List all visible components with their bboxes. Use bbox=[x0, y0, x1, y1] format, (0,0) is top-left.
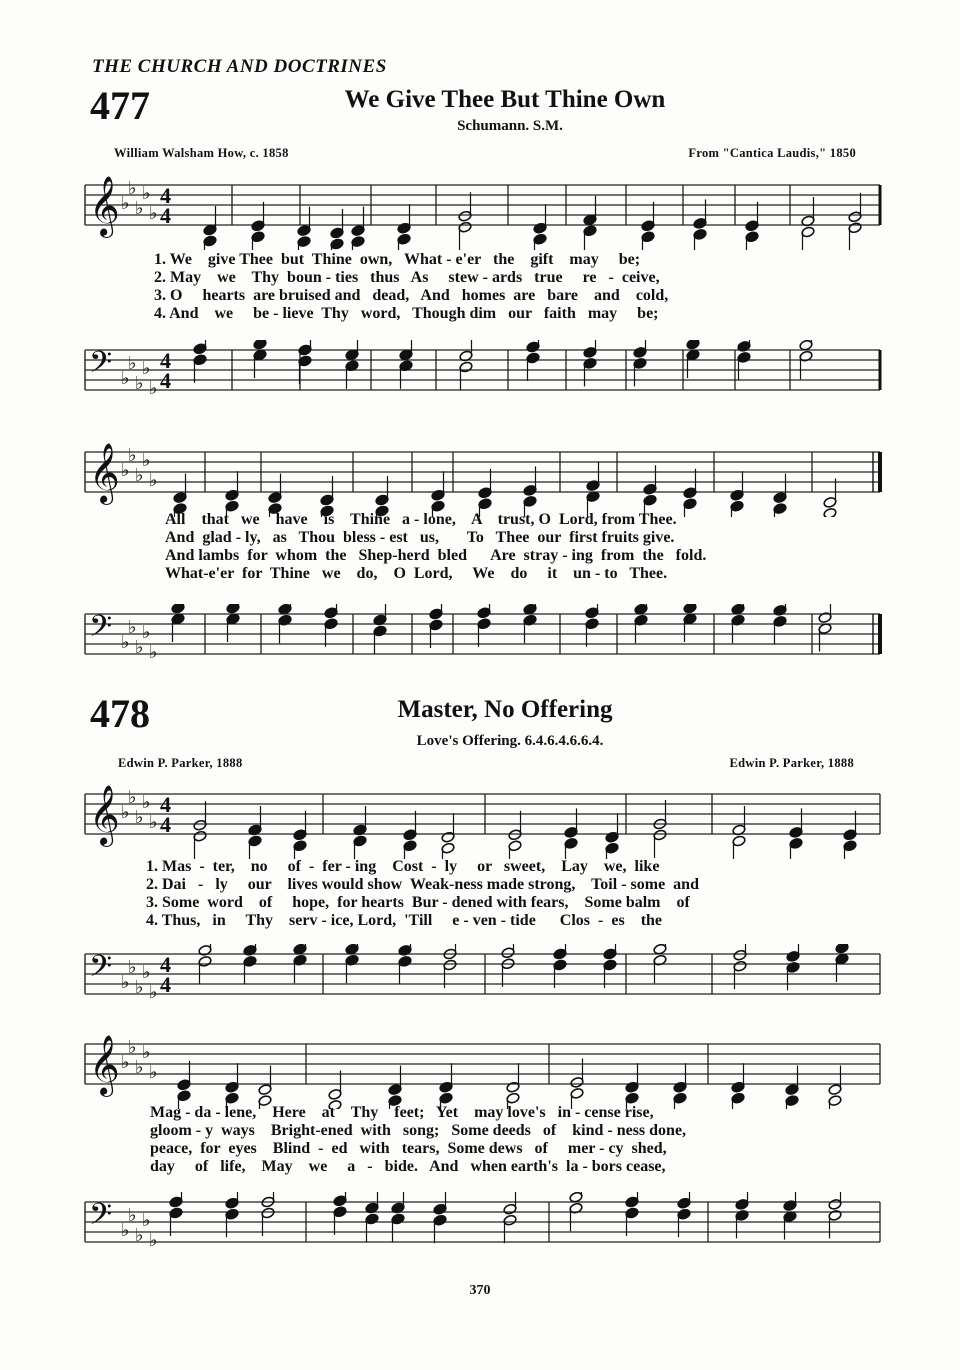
flat-icon: ♭ bbox=[135, 1225, 144, 1246]
note-head bbox=[226, 604, 240, 642]
note-head bbox=[564, 808, 578, 859]
flat-icon: ♭ bbox=[121, 1220, 130, 1241]
note-head bbox=[677, 1192, 691, 1237]
note-head bbox=[653, 800, 667, 858]
bass-clef-icon: 𝄢 bbox=[89, 1198, 113, 1239]
note-head bbox=[823, 478, 837, 517]
composer-credit-478: Edwin P. Parker, 1888 bbox=[729, 756, 854, 770]
note-head bbox=[433, 1192, 447, 1243]
note-head bbox=[193, 340, 207, 383]
flat-icon: ♭ bbox=[149, 1230, 158, 1251]
verse-line-478-1-1: 1. Mas - ter, no of - fer - ing Cost - ly or sweet, Lay we, like bbox=[146, 858, 660, 875]
hymn-number-477: 477 bbox=[90, 83, 150, 128]
note-head bbox=[225, 1063, 239, 1109]
note-head bbox=[253, 340, 267, 378]
flat-icon: ♭ bbox=[149, 982, 158, 1003]
flat-icon: ♭ bbox=[135, 465, 144, 486]
time-signature-digit: 4 bbox=[160, 368, 171, 393]
flat-icon: ♭ bbox=[142, 622, 151, 643]
note-head bbox=[333, 1192, 347, 1235]
bass-staff bbox=[0, 944, 960, 1019]
note-head bbox=[643, 465, 657, 517]
note-head bbox=[351, 207, 365, 250]
bass-clef-icon: 𝄢 bbox=[89, 346, 113, 387]
note-head bbox=[508, 811, 522, 859]
note-head bbox=[429, 604, 443, 648]
verse-line-477-1-2: 2. May we Thy boun - ties thus As stew - ards true re - ceive, bbox=[154, 269, 660, 286]
time-signature-digit: 4 bbox=[160, 952, 171, 977]
hymn-title-477: We Give Thee But Thine Own bbox=[344, 86, 666, 113]
note-head bbox=[297, 207, 311, 250]
flat-icon: ♭ bbox=[128, 178, 137, 199]
note-head bbox=[203, 206, 217, 250]
note-head bbox=[365, 1192, 379, 1242]
note-head bbox=[397, 204, 411, 250]
note-head bbox=[459, 340, 473, 390]
note-head bbox=[523, 466, 537, 517]
verse-line-477-2-1: All that we have is Thine a - lone, A trust, O Lord, from Thee. bbox=[165, 511, 677, 528]
note-head bbox=[693, 199, 707, 250]
treble-clef-icon: 𝄞 bbox=[89, 1035, 120, 1095]
flat-icon: ♭ bbox=[135, 198, 144, 219]
note-head bbox=[533, 204, 547, 250]
note-head bbox=[439, 1063, 453, 1109]
flat-icon: ♭ bbox=[135, 373, 144, 394]
flat-icon: ♭ bbox=[142, 962, 151, 983]
verse-line-478-2-1: Mag - da - lene, Here at Thy feet; Yet may love's in - cense rise, bbox=[150, 1104, 654, 1121]
flat-icon: ♭ bbox=[142, 1210, 151, 1231]
note-head bbox=[443, 944, 457, 988]
verse-line-477-1-4: 4. And we be - lieve Thy word, Though dim our faith may be; bbox=[154, 305, 659, 322]
note-head bbox=[605, 813, 619, 859]
note-head bbox=[673, 1063, 687, 1109]
note-head bbox=[503, 1192, 517, 1243]
note-head bbox=[477, 604, 491, 647]
note-head bbox=[399, 340, 413, 389]
note-head bbox=[553, 944, 567, 988]
time-signature-digit: 4 bbox=[160, 812, 171, 837]
note-head bbox=[586, 462, 600, 517]
note-head bbox=[225, 1192, 239, 1237]
flat-icon: ♭ bbox=[149, 203, 158, 224]
note-head bbox=[835, 944, 849, 982]
flat-icon: ♭ bbox=[142, 792, 151, 813]
time-signature-digit: 4 bbox=[160, 792, 171, 817]
flat-icon: ♭ bbox=[135, 637, 144, 658]
note-head bbox=[298, 340, 312, 384]
note-head bbox=[261, 1192, 275, 1236]
flat-icon: ♭ bbox=[121, 460, 130, 481]
verse-line-477-1-1: 1. We give Thee but Thine own, What - e'er the gift may be; bbox=[154, 251, 641, 268]
flat-icon: ♭ bbox=[142, 450, 151, 471]
treble-clef-icon: 𝄞 bbox=[89, 785, 120, 845]
verse-line-477-2-2: And glad - ly, as Thou bless - est us, To Thee our first fruits give. bbox=[165, 529, 675, 546]
note-head bbox=[785, 1066, 799, 1109]
verse-line-478-2-3: peace, for eyes Blind - ed with tears, Some dews of mer - cy shed, bbox=[150, 1140, 667, 1157]
author-credit-477: William Walsham How, c. 1858 bbox=[114, 146, 289, 160]
note-head bbox=[251, 202, 265, 250]
note-head bbox=[625, 1192, 639, 1236]
note-head bbox=[441, 813, 455, 859]
flat-icon: ♭ bbox=[142, 358, 151, 379]
time-signature-digit: 4 bbox=[160, 183, 171, 208]
note-head bbox=[501, 944, 515, 987]
note-head bbox=[458, 192, 472, 250]
time-signature-digit: 4 bbox=[160, 972, 171, 997]
note-head bbox=[625, 1063, 639, 1109]
verse-line-478-1-4: 4. Thus, in Thy serv - ice, Lord, 'Till e - ven - tide Clos - es the bbox=[146, 912, 663, 929]
flat-icon: ♭ bbox=[149, 812, 158, 833]
note-head bbox=[641, 202, 655, 250]
verse-line-477-1-3: 3. O hearts are bruised and dead, And homes are bare and cold, bbox=[154, 287, 669, 304]
hymn-number-478: 478 bbox=[90, 691, 150, 736]
tune-name-477: Schumann. S.M. bbox=[457, 118, 563, 134]
flat-icon: ♭ bbox=[128, 1205, 137, 1226]
flat-icon: ♭ bbox=[121, 1052, 130, 1073]
verse-line-478-1-2: 2. Dai - ly our lives would show Weak-ness made strong, Toil - some and bbox=[146, 876, 699, 893]
page-number: 370 bbox=[469, 1283, 491, 1298]
bass-clef-icon: 𝄢 bbox=[89, 610, 113, 651]
flat-icon: ♭ bbox=[135, 977, 144, 998]
note-head bbox=[324, 604, 338, 647]
section-heading: THE CHURCH AND DOCTRINES bbox=[92, 56, 387, 77]
verse-line-478-1-3: 3. Some word of hope, for hearts Bur - dened with fears, Some balm of bbox=[146, 894, 690, 911]
note-head bbox=[843, 811, 857, 859]
note-head bbox=[745, 202, 759, 250]
tune-name-478: Love's Offering. 6.4.6.4.6.6.4. bbox=[416, 733, 604, 749]
note-head bbox=[773, 474, 787, 517]
note-head bbox=[391, 1192, 405, 1242]
source-credit-477: From "Cantica Laudis," 1850 bbox=[688, 146, 856, 160]
flat-icon: ♭ bbox=[135, 1057, 144, 1078]
note-head bbox=[403, 811, 417, 859]
note-head bbox=[478, 469, 492, 517]
time-signature-digit: 4 bbox=[160, 348, 171, 373]
note-head bbox=[169, 1192, 183, 1236]
flat-icon: ♭ bbox=[128, 787, 137, 808]
treble-clef-icon: 𝄞 bbox=[89, 176, 120, 236]
flat-icon: ♭ bbox=[149, 378, 158, 399]
flat-icon: ♭ bbox=[128, 957, 137, 978]
note-head bbox=[293, 811, 307, 859]
note-head bbox=[683, 604, 697, 642]
flat-icon: ♭ bbox=[128, 353, 137, 374]
flat-icon: ♭ bbox=[128, 1037, 137, 1058]
hymn-title-478: Master, No Offering bbox=[397, 696, 613, 723]
note-head bbox=[388, 1066, 402, 1109]
note-head bbox=[177, 1061, 191, 1109]
note-head bbox=[373, 604, 387, 654]
treble-staff bbox=[0, 175, 960, 250]
note-head bbox=[789, 808, 803, 859]
note-head bbox=[731, 1063, 745, 1109]
flat-icon: ♭ bbox=[128, 445, 137, 466]
note-head bbox=[585, 604, 599, 647]
flat-icon: ♭ bbox=[135, 807, 144, 828]
flat-icon: ♭ bbox=[142, 183, 151, 204]
flat-icon: ♭ bbox=[142, 1042, 151, 1063]
verse-line-478-2-2: gloom - y ways Bright-ened with song; Some deeds of kind - ness done, bbox=[150, 1122, 687, 1139]
flat-icon: ♭ bbox=[149, 470, 158, 491]
author-credit-478: Edwin P. Parker, 1888 bbox=[118, 756, 243, 770]
note-head bbox=[506, 1063, 520, 1109]
note-head bbox=[828, 1066, 842, 1109]
note-head bbox=[171, 604, 185, 642]
flat-icon: ♭ bbox=[121, 632, 130, 653]
note-head bbox=[345, 340, 359, 389]
note-head bbox=[730, 471, 744, 517]
treble-staff bbox=[0, 784, 960, 859]
note-head bbox=[526, 340, 540, 381]
note-head bbox=[683, 469, 697, 517]
treble-staff bbox=[0, 1034, 960, 1109]
note-head bbox=[258, 1066, 272, 1109]
time-signature-digit: 4 bbox=[160, 203, 171, 228]
bass-clef-icon: 𝄢 bbox=[89, 950, 113, 991]
note-head bbox=[193, 801, 207, 859]
flat-icon: ♭ bbox=[121, 368, 130, 389]
verse-line-477-2-4: What-e'er for Thine we do, O Lord, We do it un - to Thee. bbox=[165, 565, 668, 582]
flat-icon: ♭ bbox=[149, 642, 158, 663]
treble-staff bbox=[0, 442, 960, 517]
flat-icon: ♭ bbox=[121, 972, 130, 993]
bass-staff bbox=[0, 340, 960, 415]
note-head bbox=[848, 193, 862, 250]
bass-staff bbox=[0, 1192, 960, 1267]
verse-line-478-2-4: day of life, May we a - bide. And when earth's la - bors cease, bbox=[150, 1158, 666, 1175]
verse-line-477-2-3: And lambs for whom the Shep-herd bled Are stray - ing from the fold. bbox=[165, 547, 707, 564]
flat-icon: ♭ bbox=[121, 193, 130, 214]
flat-icon: ♭ bbox=[128, 617, 137, 638]
bass-staff bbox=[0, 604, 960, 679]
note-head bbox=[603, 944, 617, 988]
note-head bbox=[583, 196, 597, 250]
flat-icon: ♭ bbox=[149, 1062, 158, 1083]
treble-clef-icon: 𝄞 bbox=[89, 443, 120, 503]
note-head bbox=[686, 340, 700, 378]
flat-icon: ♭ bbox=[121, 802, 130, 823]
note-head bbox=[733, 944, 747, 989]
